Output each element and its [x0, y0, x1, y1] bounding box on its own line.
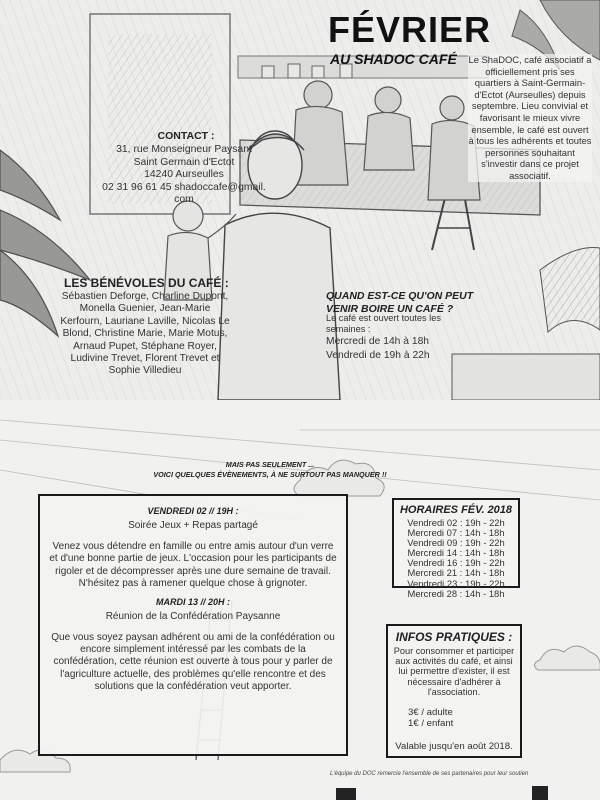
schedule-row: Vendredi 23 : 19h - 22h — [407, 577, 505, 589]
events-box — [38, 494, 348, 756]
contact-block — [96, 144, 272, 207]
events-teaser — [120, 460, 420, 480]
event-1-date: VENDREDI 02 // 19H : — [147, 506, 239, 516]
schedule-row: Mercredi 28 : 14h - 18h — [407, 587, 505, 599]
contact-heading: CONTACT : — [157, 130, 215, 142]
opening-friday: Vendredi de 19h à 22h — [326, 350, 430, 361]
schedule-row: Mercredi 14 : 14h - 18h — [407, 547, 505, 559]
infos-box — [386, 624, 522, 758]
teaser-line-2: VOICI QUELQUES ÉVÈNEMENTS, À NE SURTOUT PAS MANQUER !! — [153, 470, 387, 479]
intro-text: Le ShaDOC, café associatif a officiellement pris ses quartiers à Saint-Germain-d'Ectot (Aurseulles) depuis septembre. Lieu convivial et favorisant le mieux vivre ensemble, le café est ouvert à tous les adhérents et toutes personnes souhaitant s'investir dans ce projet associatif. — [468, 54, 592, 181]
page-subtitle: AU SHADOC CAFÉ — [330, 51, 457, 67]
schedule-row: Mercredi 21 : 14h - 18h — [407, 567, 505, 579]
infos-validity: Valable jusqu'en août 2018. — [395, 741, 513, 753]
footnote: L'équipe du DOC remercie l'ensemble de ses partenaires pour leur soutien — [330, 771, 529, 777]
opening-wednesday: Mercredi de 14h à 18h — [326, 336, 430, 347]
schedule-row: Vendredi 09 : 19h - 22h — [407, 537, 505, 549]
schedule-heading: HORAIRES FÉV. 2018 — [399, 504, 513, 516]
schedule-row: Vendredi 16 : 19h - 22h — [407, 557, 505, 569]
contact-email-tail: com — [174, 194, 194, 206]
event-1-name: Soirée Jeux + Repas partagé — [128, 520, 258, 531]
teaser-line-1: MAIS PAS SEULEMENT ... — [225, 460, 315, 469]
contact-town-line: Saint Germain d'Ectot — [133, 156, 235, 168]
contact-phone-email: 02 31 96 61 45 shadoccafe@gmail. — [102, 181, 266, 193]
event-1-text: Venez vous détendre en famille ou entre amis autour d'un verre et d'une bonne partie de jeux. L'occasion pour les participants de rigoler et de décompresser après une dure semaine de travail. N'hésitez pas à ramener quelque chose à grignoter. — [49, 541, 337, 590]
infos-text: Pour consommer et participer aux activités du café, et ainsi lui permettre d'exister, il est nécessaire d'adhérer à l'association. — [393, 646, 515, 697]
page-title: FÉVRIER — [328, 9, 492, 50]
opening-sub: Le café est ouvert toutes les semaines : — [326, 313, 441, 334]
opening-heading: QUAND EST-CE QU'ON PEUT VENIR BOIRE UN CAFÉ ? — [326, 290, 474, 315]
schedule-box — [392, 498, 520, 599]
event-2-text: Que vous soyez paysan adhérent ou ami de la confédération ou encore simplement intéressé par les combats de la confédération, cette réunion est ouverte à tous pour y parler de l'agriculture actuelle, des problèmes qu'elle rencontre et des solutions que la confédération veut apporter. — [51, 631, 335, 693]
volunteers-heading: LES BÉNÉVOLES DU CAFÉ : — [64, 276, 229, 290]
schedule-row: Vendredi 02 : 19h - 22h — [407, 517, 505, 528]
contact-address-line: 31, rue Monseigneur Paysant — [116, 144, 252, 155]
infos-price-adult: 3€ / adulte — [408, 707, 453, 719]
volunteers-list: Sébastien Deforge, Charline Dupont, Monella Guenier, Jean-Marie Kerfourn, Lauriane Laville, Nicolas Le Blond, Christine Marie, Marie Motus, Arnaud Pupet, Stéphane Royer, Ludivine Trevet, Florent Trevet et Sophie Villedieu — [60, 291, 230, 377]
event-2-name: Réunion de la Confédération Paysanne — [105, 610, 281, 622]
schedule-row: Mercredi 07 : 14h - 18h — [407, 527, 505, 539]
infos-price-child: 1€ / enfant — [408, 718, 454, 730]
infos-heading: INFOS PRATIQUES : — [395, 630, 513, 644]
contact-postcode-line: 14240 Aurseulles — [144, 169, 224, 181]
event-2-date: MARDI 13 // 20H : — [155, 596, 231, 607]
schedule-list — [394, 518, 518, 599]
